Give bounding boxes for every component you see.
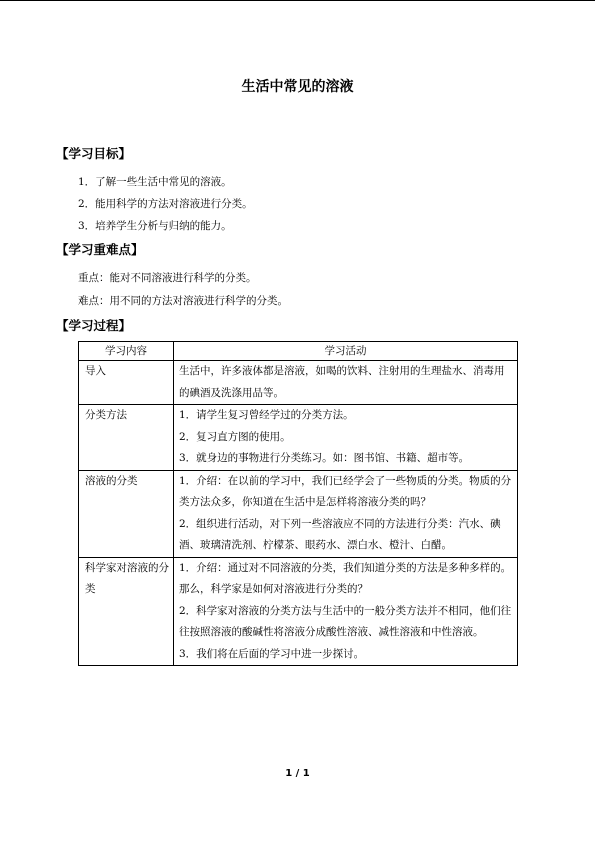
activity-paragraph: 2．复习直方图的使用。: [179, 430, 291, 443]
row-activity-cell: [174, 557, 518, 666]
activity-paragraph: 1．介绍：通过对不同溶液的分类，我们知道分类的方法是多种多样的。那么，科学家是如何对溶液进行分类的？: [179, 561, 512, 595]
table-row: [79, 361, 518, 405]
row-content-cell: 溶液的分类: [79, 470, 174, 557]
process-heading: 【学习过程】: [56, 318, 132, 333]
activity-paragraph: 3．就身边的事物进行分类练习。如：图书馆、书籍、超市等。: [179, 452, 470, 464]
row-content-cell: 科学家对溶液的分类: [79, 557, 174, 666]
table-header-row: [79, 342, 518, 361]
activity-paragraph: 2．组织进行活动，对下列一些溶液应不同的方法进行分类：汽水、碘酒、玻璃清洗剂、柠檬茶、眼药水、漂白水、橙汁、白醋。: [179, 517, 501, 551]
objectives-heading: 【学习目标】: [56, 146, 132, 161]
activity-paragraph: 1．请学生复习曾经学过的分类方法。: [179, 409, 354, 421]
table-row: [79, 557, 518, 666]
table-row: [79, 405, 518, 471]
top-border-line: [0, 0, 595, 1]
key-points-heading: 【学习重难点】: [56, 242, 144, 257]
key-point-difficulty: 难点：用不同的方法对溶液进行科学的分类。: [78, 295, 288, 307]
row-activity-cell: [174, 361, 518, 405]
column-header-content: 学习内容: [79, 342, 174, 361]
process-table: [78, 341, 518, 666]
objective-item-2: 2．能用科学的方法对溶液进行分类。: [78, 198, 253, 210]
row-content-cell: 导入: [79, 361, 174, 405]
row-activity-cell: [174, 470, 518, 557]
row-activity-cell: [174, 405, 518, 471]
row-content-cell: 分类方法: [79, 405, 174, 471]
page-number: 1 / 1: [285, 768, 310, 779]
activity-paragraph: 生活中，许多液体都是溶液，如喝的饮料、注射用的生理盐水、消毒用的碘酒及洗涤用品等。: [179, 365, 505, 399]
objective-item-3: 3．培养学生分析与归纳的能力。: [78, 220, 232, 232]
activity-paragraph: 1．介绍：在以前的学习中，我们已经学会了一些物质的分类。物质的分类方法众多，你知道在生活中是怎样将溶液分类的吗？: [179, 474, 512, 508]
key-point-focus: 重点：能对不同溶液进行科学的分类。: [78, 272, 257, 284]
document-title: 生活中常见的溶液: [241, 79, 354, 95]
activity-paragraph: 3．我们将在后面的学习中进一步探讨。: [179, 647, 365, 660]
activity-paragraph: 2．科学家对溶液的分类方法与生活中的一般分类方法并不相同，他们往往按照溶液的酸碱性将溶液分成酸性溶液、减性溶液和中性溶液。: [179, 604, 512, 638]
objective-item-1: 1．了解一些生活中常见的溶液。: [78, 176, 232, 188]
column-header-activities: 学习活动: [174, 342, 518, 361]
table-row: [79, 470, 518, 557]
